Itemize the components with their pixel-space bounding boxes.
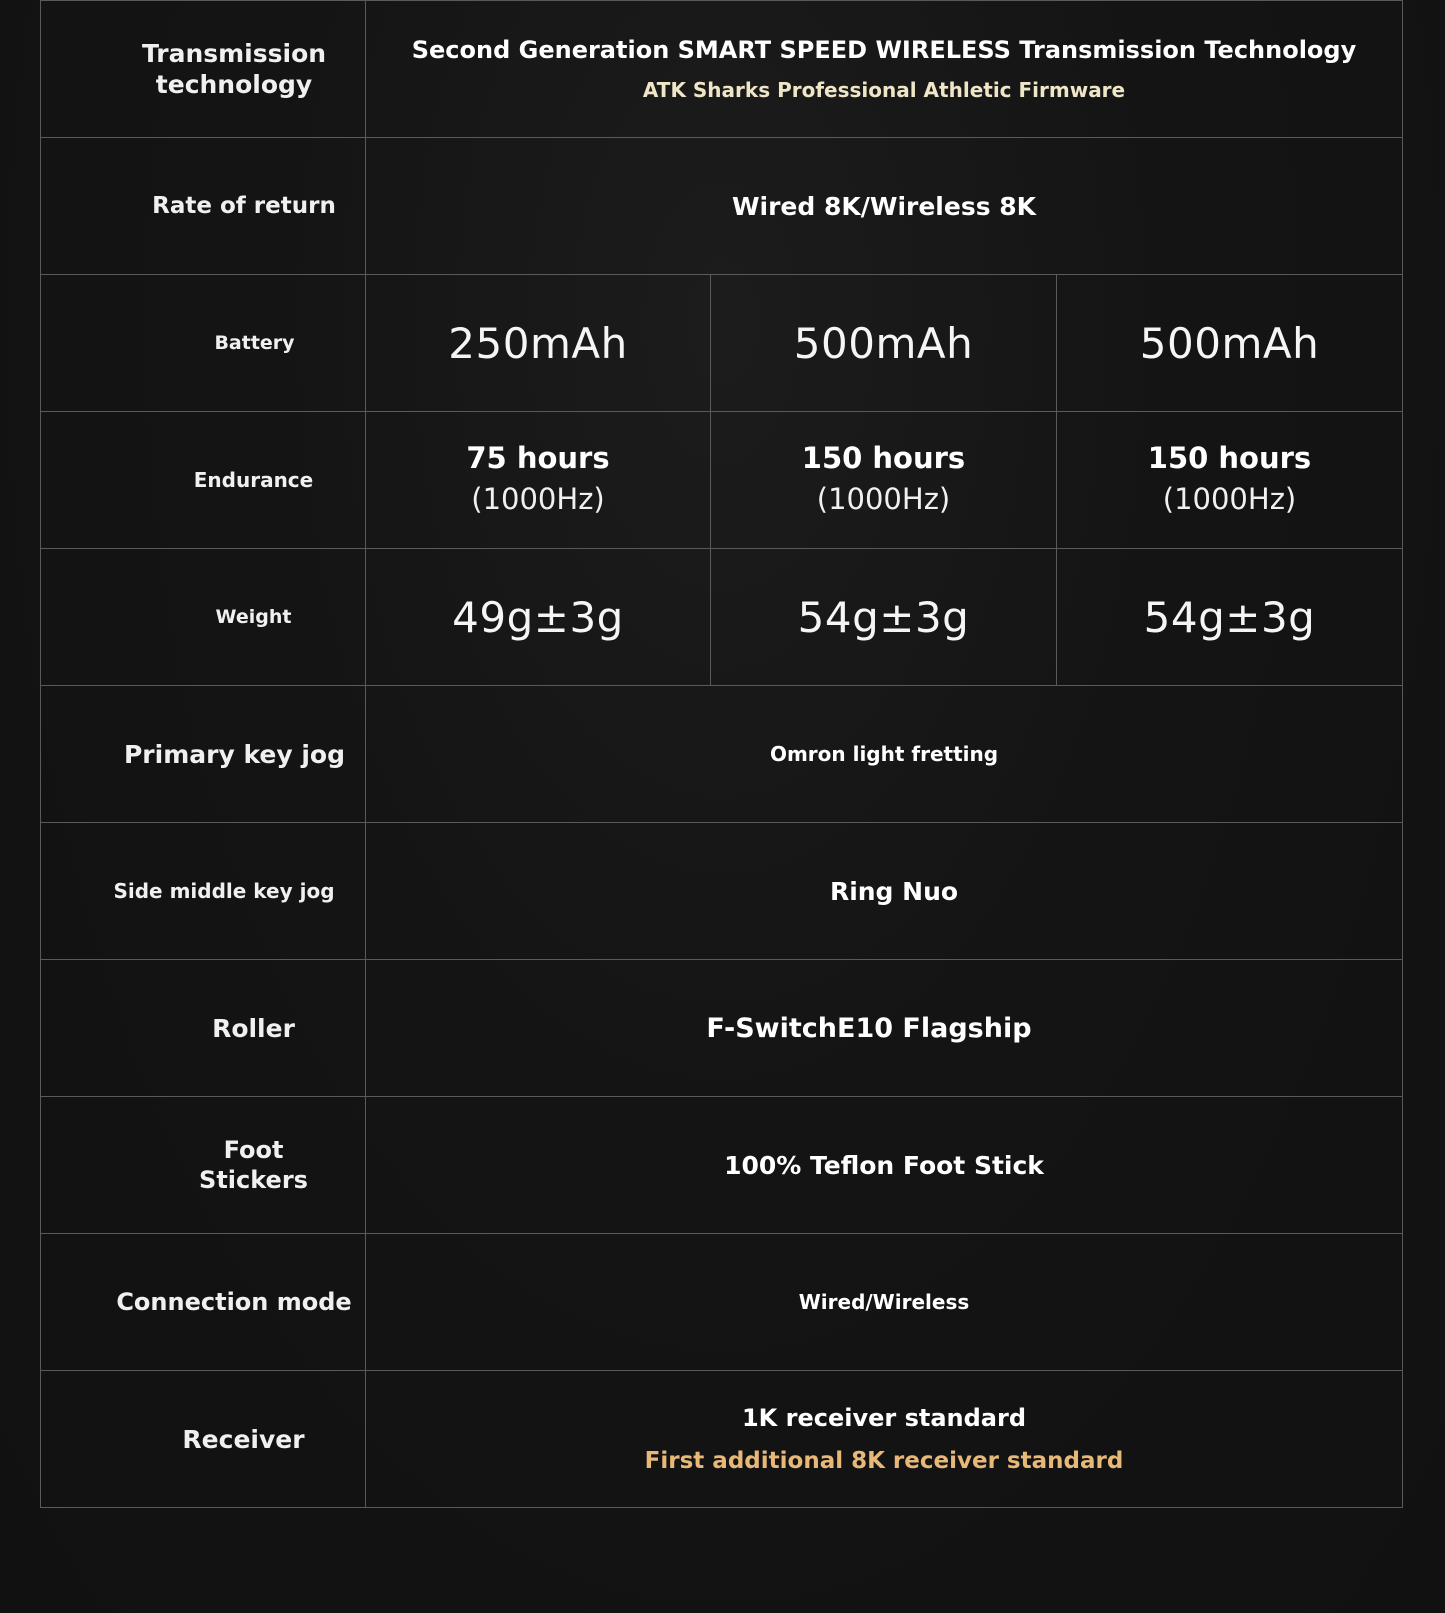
value-battery-2: 500mAh — [711, 275, 1057, 412]
label-transmission — [41, 1, 366, 138]
value-weight-2: 54g±3g — [711, 549, 1057, 686]
endurance-hours-3: 150 hours — [1147, 441, 1312, 475]
value-connection: Wired/Wireless — [366, 1234, 1403, 1371]
value-battery-3: 500mAh — [1057, 275, 1403, 412]
value-transmission-sub: ATK Sharks Professional Athletic Firmware — [642, 78, 1126, 102]
label-side-key: Side middle key jog — [41, 823, 366, 960]
endurance-hz-2: (1000Hz) — [816, 482, 951, 516]
value-battery-1: 250mAh — [366, 275, 711, 412]
value-weight-1: 49g±3g — [366, 549, 711, 686]
endurance-hours-2: 150 hours — [801, 441, 966, 475]
spec-table — [40, 0, 1403, 1508]
label-foot — [41, 1097, 366, 1234]
endurance-hz-3: (1000Hz) — [1162, 482, 1297, 516]
value-endurance-1 — [366, 412, 711, 549]
value-side-key: Ring Nuo — [366, 823, 1403, 960]
label-roller: Roller — [41, 960, 366, 1097]
row-roller — [41, 960, 1403, 1097]
label-transmission-line2: technology — [155, 70, 313, 99]
label-foot-line2: Stickers — [199, 1166, 308, 1194]
value-rate: Wired 8K/Wireless 8K — [366, 138, 1403, 275]
value-roller: F-SwitchE10 Flagship — [366, 960, 1403, 1097]
value-transmission — [366, 1, 1403, 138]
value-foot: 100% Teflon Foot Stick — [366, 1097, 1403, 1234]
label-primary-key: Primary key jog — [41, 686, 366, 823]
row-primary-key — [41, 686, 1403, 823]
value-receiver — [366, 1371, 1403, 1508]
row-connection — [41, 1234, 1403, 1371]
endurance-hz-1: (1000Hz) — [471, 482, 605, 516]
value-receiver-sub: First additional 8K receiver standard — [644, 1448, 1124, 1474]
label-rate: Rate of return — [41, 138, 366, 275]
label-weight: Weight — [41, 549, 366, 686]
row-transmission — [41, 1, 1403, 138]
row-side-key — [41, 823, 1403, 960]
value-transmission-main: Second Generation SMART SPEED WIRELESS Transmission Technology — [411, 36, 1357, 64]
value-weight-3: 54g±3g — [1057, 549, 1403, 686]
value-endurance-2 — [711, 412, 1057, 549]
label-receiver: Receiver — [41, 1371, 366, 1508]
row-receiver — [41, 1371, 1403, 1508]
row-foot — [41, 1097, 1403, 1234]
label-connection: Connection mode — [41, 1234, 366, 1371]
value-receiver-main: 1K receiver standard — [741, 1404, 1027, 1432]
label-transmission-line1: Transmission — [141, 39, 327, 68]
value-endurance-3 — [1057, 412, 1403, 549]
row-rate — [41, 138, 1403, 275]
label-battery: Battery — [41, 275, 366, 412]
endurance-hours-1: 75 hours — [466, 441, 610, 475]
row-weight — [41, 549, 1403, 686]
label-foot-line1: Foot — [223, 1136, 284, 1164]
value-primary-key: Omron light fretting — [366, 686, 1403, 823]
row-battery — [41, 275, 1403, 412]
label-endurance: Endurance — [41, 412, 366, 549]
row-endurance — [41, 412, 1403, 549]
